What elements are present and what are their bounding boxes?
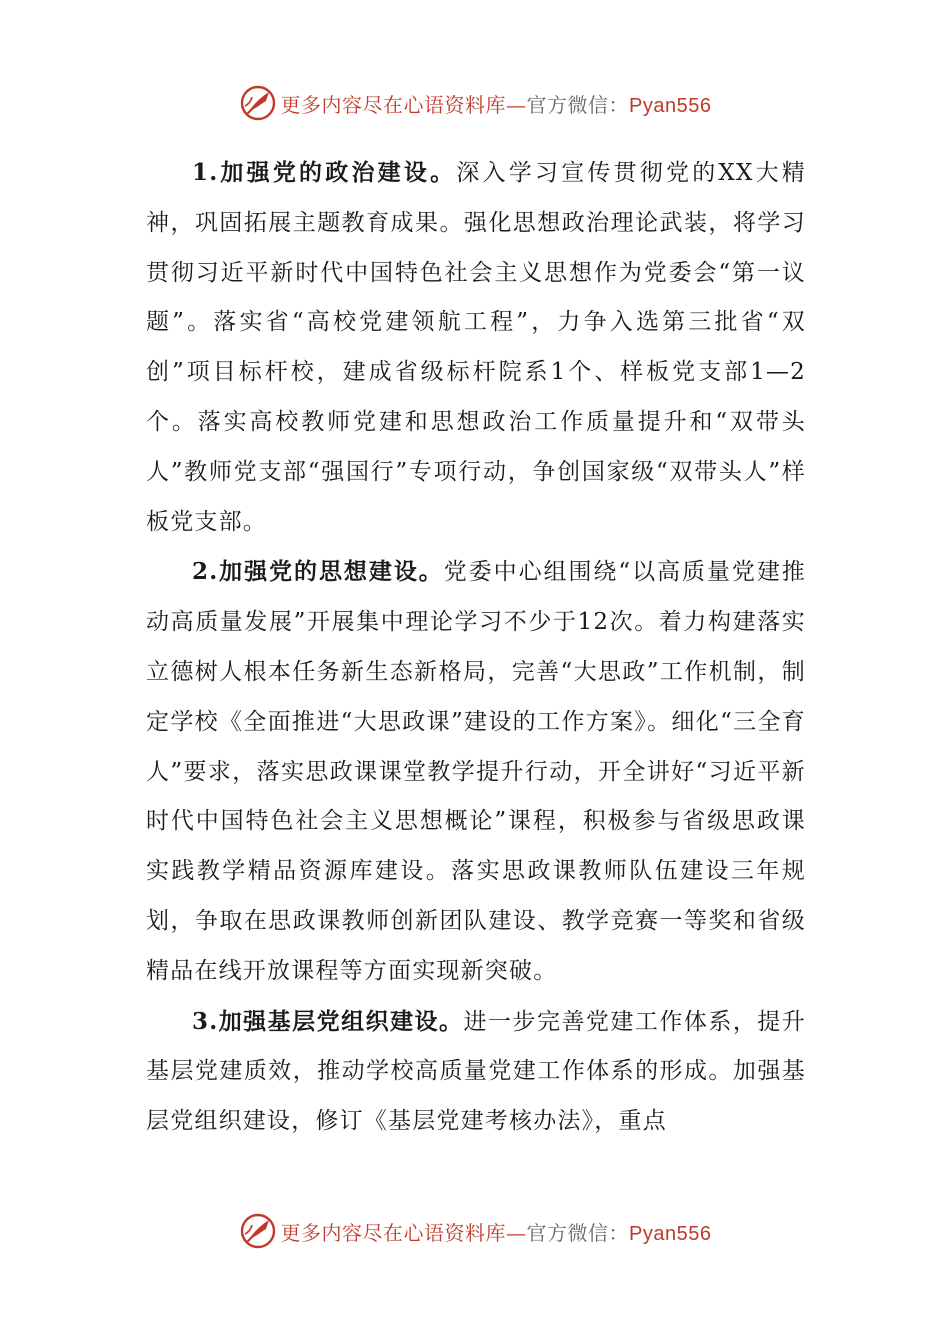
banner-brand: 更多内容尽在心语资料库 [280, 92, 507, 117]
paragraph-text: 党委中心组围绕“以高质量党建推动高质量发展”开展集中理论学习不少于12次。着力构建落实立德树人根本任务新生态新格局，完善“大思政”工作机制，制定学校《全面推进“大思政课”建设的工作方案》。细化“三全育人”要求，落实思政课课堂教学提升行动，开全讲好“习近平新时代中国特色社会主义思想概论”课程，积极参与省级思政课实践教学精品资源库建设。落实思政课教师队伍建设三年规划，争取在思政课教师创新团队建设、教学竞赛一等奖和省级精品在线开放课程等方面实现新突破。 [146, 559, 806, 984]
banner-wechat-id: Pyan556 [629, 1222, 712, 1245]
paragraph-heading: 2.加强党的思想建设。 [192, 558, 444, 586]
banner-brand: 更多内容尽在心语资料库 [280, 1220, 507, 1245]
paragraph-political [146, 148, 806, 547]
banner-text [281, 1217, 712, 1246]
paragraph-text: 进一步完善党建工作体系，提升基层党建质效，推动学校高质量党建工作体系的形成。加强基层党组织建设，修订《基层党建考核办法》，重点 [146, 1008, 806, 1135]
paragraph-ideological [146, 547, 806, 996]
document-body [146, 148, 806, 1147]
paragraph-heading: 1.加强党的政治建设。 [192, 159, 457, 186]
banner-text [281, 89, 712, 118]
pen-nib-logo-icon [239, 1212, 277, 1250]
banner-dash: — [506, 92, 527, 117]
banner-wechat-label: 官方微信： [526, 1220, 630, 1245]
paragraph-heading: 3.加强基层党组织建设。 [192, 1007, 464, 1035]
paragraph-text: 深入学习宣传贯彻党的XX大精神，巩固拓展主题教育成果。强化思想政治理论武装，将学习贯彻习近平新时代中国特色社会主义思想作为党委会“第一议题”。落实省“高校党建领航工程”，力争入选第三批省“双创”项目标杆校，建成省级标杆院系1个、样板党支部1—2个。落实高校教师党建和思想政治工作质量提升和“双带头人”教师党支部“强国行”专项行动，争创国家级“双带头人”样板党支部。 [146, 160, 806, 535]
header-banner [0, 78, 950, 128]
pen-nib-logo-icon [239, 84, 277, 122]
paragraph-grassroots [146, 997, 806, 1147]
banner-wechat-label: 官方微信： [526, 92, 630, 117]
footer-banner [0, 1206, 950, 1256]
banner-wechat-id: Pyan556 [629, 94, 712, 117]
banner-dash: — [506, 1220, 527, 1245]
